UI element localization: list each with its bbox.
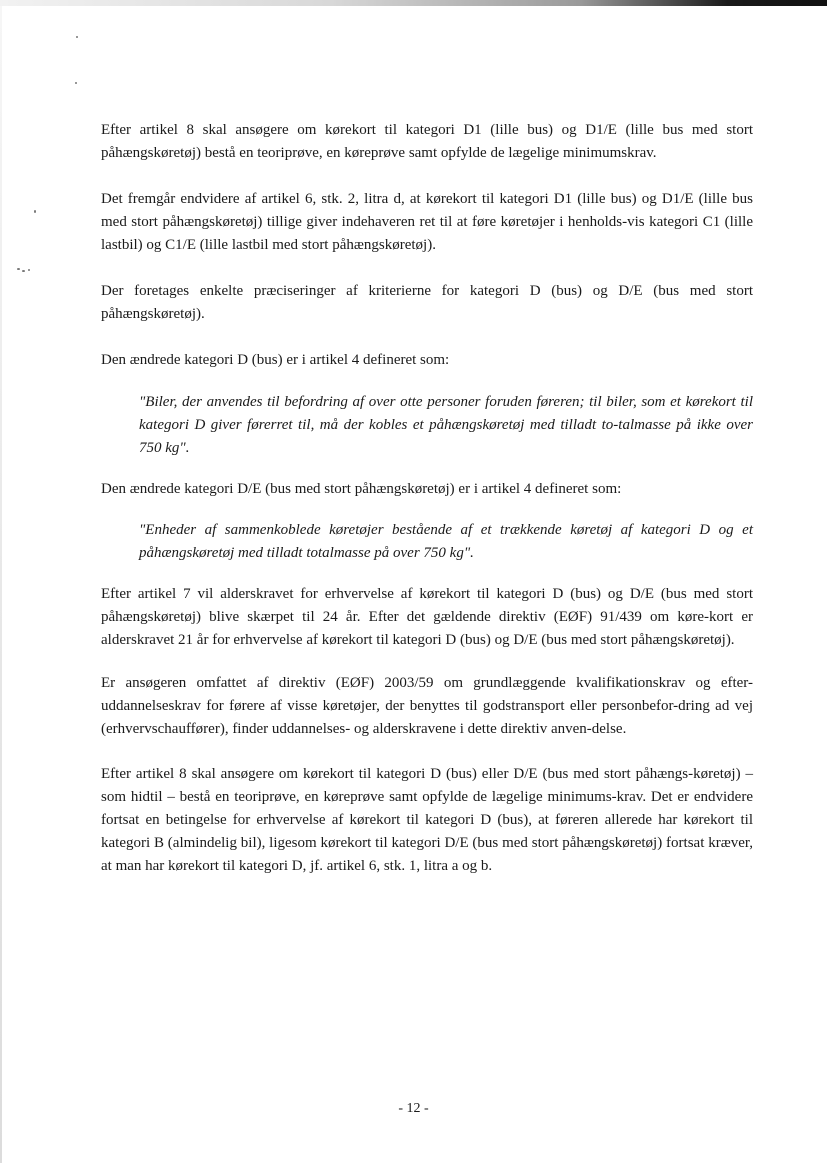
scan-edge-top [0,0,827,6]
quoted-definition: "Enheder af sammenkoblede køretøjer bestående af et trækkende køretøj af kategori D og et påhængskøretøj med tilladt totalmasse på over 750 kg". [139,522,753,561]
quoted-definition: "Biler, der anvendes til befordring af over otte personer foruden føreren; til biler, som et kørekort til kategori D giver førerret til, må der kobles et påhængskøretøj med tilladt to-talmasse på ikke over 750 kg". [139,394,753,456]
scan-edge-left [0,6,2,1163]
paragraph: Efter artikel 8 skal ansøgere om kørekort til kategori D1 (lille bus) og D1/E (lille bus med stort påhængskøretøj) bestå en teoriprøve, en køreprøve samt opfylde de lægelige minimumskrav. [101,122,753,161]
scan-speck [76,36,78,38]
scan-speck [75,82,77,84]
paragraph: Den ændrede kategori D (bus) er i artikel 4 defineret som: [101,352,450,368]
scan-speck [17,268,20,270]
paragraph: Det fremgår endvidere af artikel 6, stk. 2, litra d, at kørekort til kategori D1 (lille bus) og D1/E (lille bus med stort påhængskøretøj) tillige giver indehaveren ret til at føre køretøjer i henholds-vis kategori C1 (lille lastbil) og C1/E (lille lastbil med stort påhængskøretøj). [101,191,753,253]
paragraph: Der foretages enkelte præciseringer af kriterierne for kategori D (bus) og D/E (bus med stort påhængskøretøj). [101,283,753,322]
scan-speck [34,210,36,213]
paragraph: Den ændrede kategori D/E (bus med stort påhængskøretøj) er i artikel 4 defineret som: [101,481,622,497]
paragraph: Efter artikel 7 vil alderskravet for erhvervelse af kørekort til kategori D (bus) og D/E (bus med stort påhængskøretøj) blive skærpet til 24 år. Efter det gældende direktiv (EØF) 91/439 om køre-kort er alderskravet 21 år for erhvervelse af kørekort til kategori D (bus) og D/E (bus med stort påhængskøretøj). [101,586,753,648]
body-text [101,119,753,878]
page-number: - 12 - [398,1101,429,1116]
scan-speck [22,270,25,272]
scan-speck [28,269,30,271]
paragraph: Er ansøgeren omfattet af direktiv (EØF) 2003/59 om grundlæggende kvalifikationskrav og efter-uddannelseskrav for førere af visse køretøjer, der benyttes til godstransport eller personbefor-dring ad vej (erhvervschauffører), finder uddannelses- og alderskravene i dette direktiv anven-delse. [101,675,753,737]
paragraph: Efter artikel 8 skal ansøgere om kørekort til kategori D (bus) eller D/E (bus med stort påhængs-køretøj) – som hidtil – bestå en teoriprøve, en køreprøve samt opfylde de lægelige minimums-krav. Det er endvidere fortsat en betingelse for erhvervelse af kørekort til kategori D (bus), at føreren allerede har kørekort til kategori B (almindelig bil), ligesom kørekort til kategori D/E (bus med stort påhængskøretøj) fortsat kræver, at man har kørekort til kategori D, jf. artikel 6, stk. 1, litra a og b. [101,766,753,874]
